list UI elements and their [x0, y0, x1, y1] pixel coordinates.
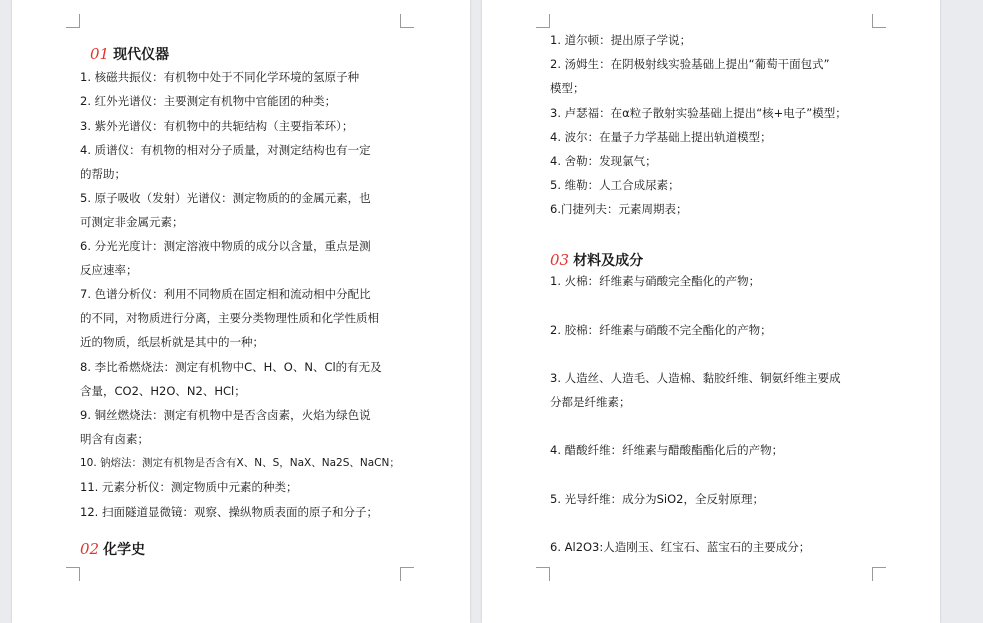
- text-line: 1. 道尔顿：提出原子学说；: [550, 33, 692, 47]
- crop-mark: [66, 567, 80, 581]
- crop-mark: [400, 567, 414, 581]
- text-line: 3. 人造丝、人造毛、人造棉、黏胶纤维、铜氨纤维主要成: [550, 371, 841, 385]
- text-line: 6. Al2O3:人造刚玉、红宝石、蓝宝石的主要成分；: [550, 540, 811, 554]
- text-line: 模型；: [550, 81, 585, 95]
- crop-mark: [872, 567, 886, 581]
- crop-mark: [400, 14, 414, 28]
- text-line: 6. 分光光度计：测定溶液中物质的成分以含量，重点是测: [80, 239, 371, 253]
- section-title: 材料及成分: [573, 253, 644, 269]
- text-line: 2. 汤姆生：在阴极射线实验基础上提出“葡萄干面包式”: [550, 57, 830, 71]
- text-line: 可测定非金属元素；: [80, 215, 184, 229]
- text-line: 5. 原子吸收（发射）光谱仪：测定物质的的金属元素，也: [80, 191, 371, 205]
- text-line: 的帮助；: [80, 167, 126, 181]
- text-line: 1. 核磁共振仪：有机物中处于不同化学环境的氢原子种: [80, 70, 360, 84]
- text-line: 10. 钠熔法：测定有机物是否含有X、N、S，NaX、Na2S、NaCN；: [80, 457, 400, 469]
- section-number: 01: [90, 45, 110, 63]
- text-line: 6.门捷列夫：元素周期表；: [550, 202, 688, 216]
- text-line: 9. 铜丝燃烧法：测定有机物中是否含卤素，火焰为绿色说: [80, 408, 371, 422]
- text-line: 4. 醋酸纤维：纤维素与醋酸酯酯化后的产物；: [550, 443, 784, 457]
- text-line: 近的物质，纸层析就是其中的一种；: [80, 335, 264, 349]
- text-line: 明含有卤素；: [80, 432, 149, 446]
- text-line: 11. 元素分析仪：测定物质中元素的种类；: [80, 480, 298, 494]
- text-line: 7. 色谱分析仪：利用不同物质在固定相和流动相中分配比: [80, 287, 371, 301]
- section-heading-history: [80, 539, 145, 559]
- text-line: 2. 胶棉：纤维素与硝酸不完全酯化的产物；: [550, 323, 772, 337]
- section-heading-materials: [550, 250, 643, 270]
- text-line: 4. 舍勒：发现氯气；: [550, 154, 657, 168]
- crop-mark: [536, 567, 550, 581]
- text-line: 12. 扫面隧道显微镜：观察、操纵物质表面的原子和分子；: [80, 505, 378, 519]
- crop-mark: [66, 14, 80, 28]
- text-line: 反应速率；: [80, 263, 138, 277]
- crop-mark: [536, 14, 550, 28]
- text-line: 的不同，对物质进行分离，主要分类物理性质和化学性质相: [80, 311, 379, 325]
- section-title: 现代仪器: [113, 47, 170, 63]
- crop-mark: [872, 14, 886, 28]
- text-line: 1. 火棉：纤维素与硝酸完全酯化的产物；: [550, 274, 761, 288]
- document-page-left: [12, 0, 470, 623]
- text-line: 5. 光导纤维：成分为SiO2，全反射原理；: [550, 492, 764, 506]
- section-heading-instruments: [90, 44, 169, 64]
- text-line: 3. 紫外光谱仪：有机物中的共轭结构（主要指苯环）；: [80, 119, 354, 133]
- section-title: 化学史: [103, 542, 146, 558]
- text-line: 2. 红外光谱仪：主要测定有机物中官能团的种类；: [80, 94, 337, 108]
- text-line: 8. 李比希燃烧法：测定有机物中C、H、O、N、Cl的有无及: [80, 360, 382, 374]
- section-number: 03: [550, 251, 570, 269]
- document-page-right: [482, 0, 940, 623]
- text-line: 5. 维勒：人工合成尿素；: [550, 178, 680, 192]
- text-line: 4. 质谱仪：有机物的相对分子质量，对测定结构也有一定: [80, 143, 371, 157]
- text-line: 含量，CO2、H2O、N2、HCl；: [80, 384, 246, 398]
- text-line: 4. 波尔：在量子力学基础上提出轨道模型；: [550, 130, 772, 144]
- text-line: 3. 卢瑟福：在α粒子散射实验基础上提出“核+电子”模型；: [550, 106, 847, 120]
- section-number: 02: [80, 540, 100, 558]
- text-line: 分都是纤维素；: [550, 395, 631, 409]
